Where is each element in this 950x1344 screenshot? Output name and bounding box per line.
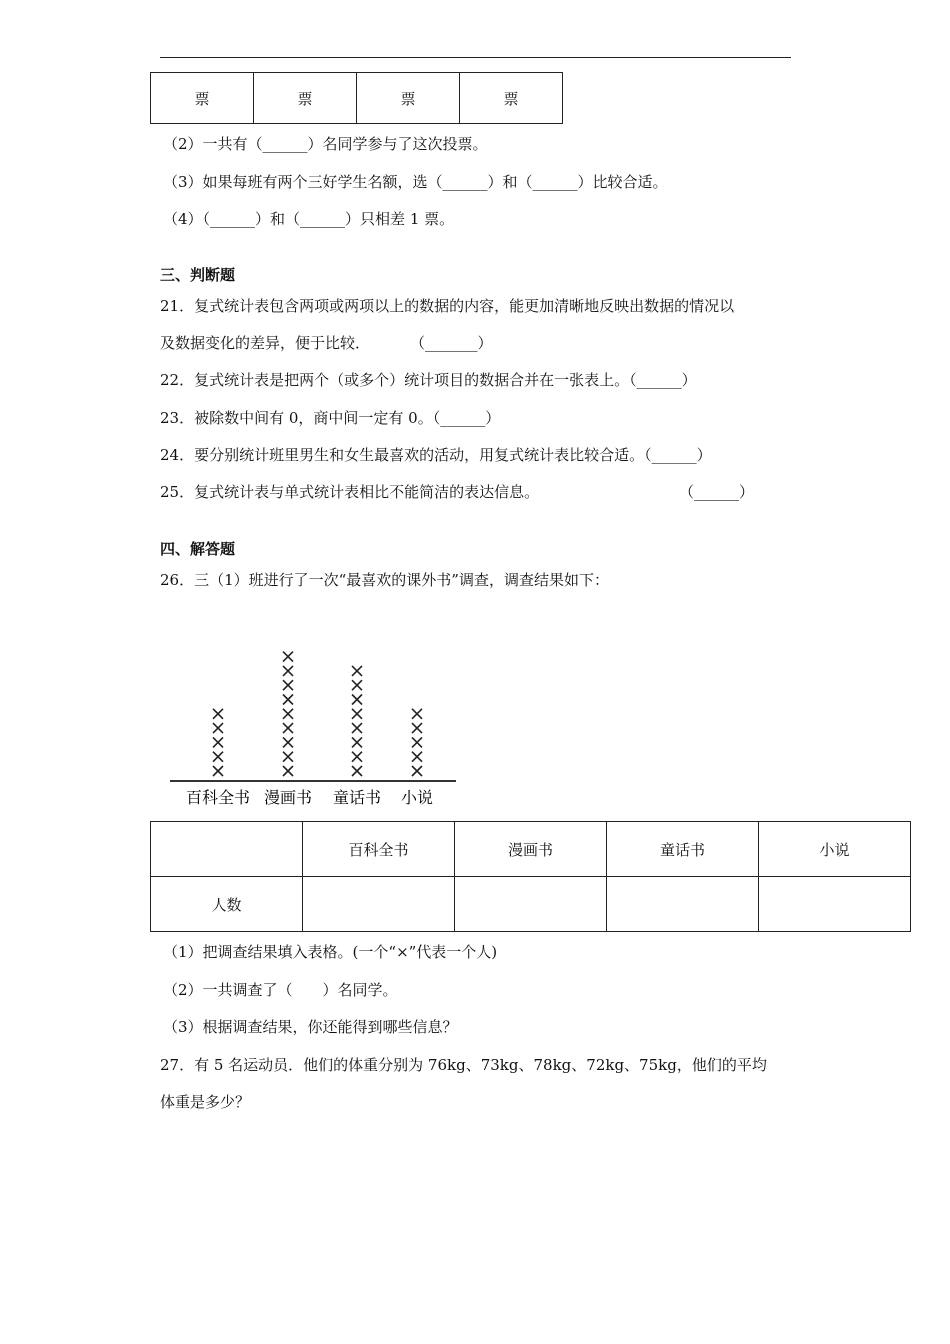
survey-row-label: 人数 (151, 877, 303, 932)
cross-mark (283, 737, 293, 747)
cross-mark (352, 723, 362, 733)
pictograph-chart (160, 615, 470, 815)
vote-cell: 票 (254, 73, 357, 124)
category-label: 百科全书 (185, 788, 251, 807)
category-label: 童话书 (332, 788, 382, 807)
question-22: 22．复式统计表是把两个（或多个）统计项目的数据合并在一张表上。（______） (160, 371, 697, 389)
question-27-line1: 27．有 5 名运动员．他们的体重分别为 76kg、73kg、78kg、72kg、75kg，他们的平均 (160, 1056, 767, 1074)
cross-mark (352, 666, 362, 676)
cross-mark (283, 723, 293, 733)
cross-mark (283, 709, 293, 719)
survey-header-cell: 小说 (759, 822, 911, 877)
survey-table (150, 821, 911, 932)
chart-labels (186, 788, 433, 807)
cross-mark (283, 652, 293, 662)
survey-answer-cell[interactable] (455, 877, 607, 932)
section-4-title: 四、解答题 (160, 540, 236, 558)
question-26-1: （1）把调查结果填入表格。(一个“×”代表一个人) (163, 943, 498, 961)
cross-mark (213, 709, 223, 719)
cross-mark (352, 766, 362, 776)
category-label: 小说 (400, 788, 434, 807)
cross-mark (283, 680, 293, 690)
survey-answer-cell[interactable] (607, 877, 759, 932)
question-21-line1: 21．复式统计表包含两项或两项以上的数据的内容，能更加清晰地反映出数据的情况以 (160, 297, 735, 315)
question-26-3: （3）根据调查结果，你还能得到哪些信息？ (163, 1018, 458, 1036)
cross-mark (412, 752, 422, 762)
survey-header-cell: 童话书 (607, 822, 759, 877)
cross-mark (283, 666, 293, 676)
cross-mark (412, 709, 422, 719)
cross-mark (352, 752, 362, 762)
question-23: 23．被除数中间有 0，商中间一定有 0。（______） (160, 409, 501, 427)
cross-mark (352, 680, 362, 690)
question-25-blank: （______） (679, 483, 755, 501)
question-26: 26．三（1）班进行了一次“最喜欢的课外书”调查，调查结果如下： (160, 571, 609, 589)
cross-mark (352, 709, 362, 719)
survey-answer-cell[interactable] (759, 877, 911, 932)
cross-mark (213, 752, 223, 762)
vote-cell: 票 (460, 73, 563, 124)
question-25: 25．复式统计表与单式统计表相比不能简洁的表达信息。 (160, 483, 540, 501)
survey-header-row (151, 822, 911, 877)
survey-header-cell: 漫画书 (455, 822, 607, 877)
section-3-title: 三、判断题 (160, 266, 236, 284)
question-24: 24．要分别统计班里男生和女生最喜欢的活动，用复式统计表比较合适。（______） (160, 446, 712, 464)
vote-table (150, 72, 563, 124)
question-20-2: （2）一共有（______）名同学参与了这次投票。 (163, 135, 488, 153)
survey-count-row (151, 877, 911, 932)
vote-cell: 票 (357, 73, 460, 124)
survey-header-cell: 百科全书 (303, 822, 455, 877)
cross-mark (283, 766, 293, 776)
cross-mark (283, 695, 293, 705)
chart-marks (213, 652, 422, 776)
cross-mark (213, 766, 223, 776)
survey-header-cell (151, 822, 303, 877)
cross-mark (283, 752, 293, 762)
category-label: 漫画书 (263, 788, 313, 807)
cross-mark (352, 695, 362, 705)
cross-mark (412, 737, 422, 747)
cross-mark (213, 737, 223, 747)
cross-mark (352, 737, 362, 747)
question-20-3: （3）如果每班有两个三好学生名额，选（______）和（______）比较合适。 (163, 173, 668, 191)
question-26-2: （2）一共调查了（ ）名同学。 (163, 981, 398, 999)
question-21-blank: （_______） (410, 334, 493, 352)
question-27-line2: 体重是多少？ (160, 1093, 251, 1111)
cross-mark (412, 766, 422, 776)
question-20-4: （4）（______）和（______）只相差 1 票。 (163, 210, 455, 228)
vote-cell: 票 (151, 73, 254, 124)
cross-mark (213, 723, 223, 733)
question-21-line2: 及数据变化的差异，便于比较． (160, 334, 371, 352)
survey-answer-cell[interactable] (303, 877, 455, 932)
header-rule (160, 57, 791, 58)
cross-mark (412, 723, 422, 733)
